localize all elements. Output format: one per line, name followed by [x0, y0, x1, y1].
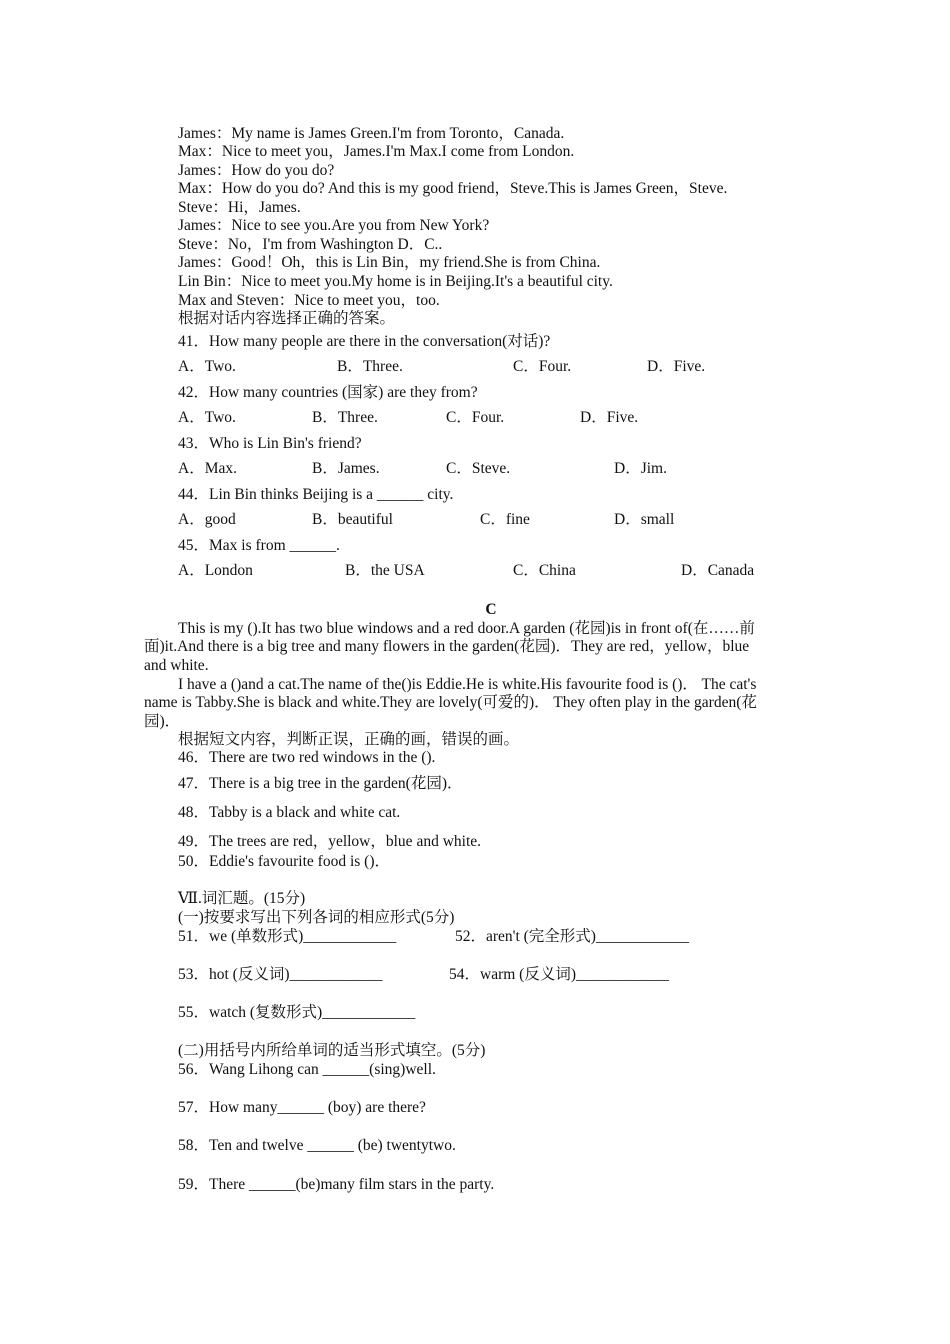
option-42-c: C．Four.	[446, 409, 505, 426]
option-43-c: C．Steve.	[446, 460, 511, 477]
option-43-d: D．Jim.	[614, 460, 667, 477]
part1-title: (一)按要求写出下列各词的相应形式(5分)	[178, 909, 455, 926]
option-44-c: C．fine	[480, 511, 530, 528]
statement-49: 49．The trees are red，yellow，blue and white.	[178, 833, 482, 850]
item-55: 55．watch (复数形式)____________	[178, 1004, 416, 1021]
passage-para1-line-2: 面)it.And there is a big tree and many flowers in the garden(花园)．They are red，yellow，blue	[144, 638, 750, 655]
option-41-c: C．Four.	[513, 358, 572, 375]
option-45-c: C．China	[513, 562, 576, 579]
option-44-a: A．good	[178, 511, 236, 528]
item-59: 59．There ______(be)many film stars in the party.	[178, 1176, 495, 1193]
option-45-b: B．the USA	[345, 562, 425, 579]
option-42-b: B．Three.	[312, 409, 378, 426]
dialogue-line-9: Lin Bin：Nice to meet you.My home is in Beijing.It's a beautiful city.	[178, 273, 613, 290]
passage-para1-line-1: This is my ().It has two blue windows and a red door.A garden (花园)is in front of(在……前	[178, 620, 755, 637]
dialogue-line-8: James：Good！Oh，this is Lin Bin，my friend.She is from China.	[178, 254, 601, 271]
item-51: 51．we (单数形式)____________	[178, 928, 397, 945]
option-42-a: A．Two.	[178, 409, 236, 426]
option-45-a: A．London	[178, 562, 253, 579]
section-vii-title: Ⅶ.词汇题。(15分)	[178, 890, 306, 907]
question-41: 41．How many people are there in the conversation(对话)?	[178, 333, 551, 350]
option-42-d: D．Five.	[580, 409, 639, 426]
dialogue-line-5: Steve：Hi，James.	[178, 199, 301, 216]
instruction-b: 根据对话内容选择正确的答案。	[178, 310, 396, 327]
item-56: 56．Wang Lihong can ______(sing)well.	[178, 1061, 436, 1078]
option-41-b: B．Three.	[337, 358, 403, 375]
option-43-a: A．Max.	[178, 460, 237, 477]
item-57: 57．How many______ (boy) are there?	[178, 1099, 426, 1116]
dialogue-line-2: Max：Nice to meet you，James.I'm Max.I come from London.	[178, 143, 575, 160]
question-42: 42．How many countries (国家) are they from?	[178, 384, 478, 401]
option-44-d: D．small	[614, 511, 675, 528]
dialogue-line-3: James：How do you do?	[178, 162, 335, 179]
option-41-d: D．Five.	[647, 358, 706, 375]
dialogue-line-6: James：Nice to see you.Are you from New York?	[178, 217, 490, 234]
passage-para2-line-2: name is Tabby.She is black and white.They are lovely(可爱的)． They often play in the garden(花	[144, 694, 757, 711]
statement-50: 50．Eddie's favourite food is ()．	[178, 853, 390, 870]
question-43: 43．Who is Lin Bin's friend?	[178, 435, 362, 452]
instruction-c: 根据短文内容，判断正误，正确的画，错误的画。	[178, 731, 520, 748]
question-44: 44．Lin Bin thinks Beijing is a ______ city.	[178, 486, 454, 503]
item-53: 53．hot (反义词)____________	[178, 966, 383, 983]
item-54: 54．warm (反义词)____________	[449, 966, 669, 983]
section-c-heading: C	[485, 601, 497, 618]
passage-para2-line-3: 园)．	[144, 713, 181, 730]
statement-47: 47．There is a big tree in the garden(花园)．	[178, 775, 463, 792]
option-41-a: A．Two.	[178, 358, 236, 375]
part2-title: (二)用括号内所给单词的适当形式填空。(5分)	[178, 1042, 486, 1059]
passage-para1-line-3: and white.	[144, 657, 209, 674]
option-45-d: D．Canada	[681, 562, 755, 579]
item-58: 58．Ten and twelve ______ (be) twentytwo.	[178, 1137, 456, 1154]
dialogue-line-10: Max and Steven：Nice to meet you，too.	[178, 292, 440, 309]
statement-46: 46．There are two red windows in the ().	[178, 749, 436, 766]
dialogue-line-1: James：My name is James Green.I'm from Toronto，Canada.	[178, 125, 565, 142]
question-45: 45．Max is from ______.	[178, 537, 340, 554]
statement-48: 48．Tabby is a black and white cat.	[178, 804, 401, 821]
option-44-b: B．beautiful	[312, 511, 393, 528]
item-52: 52．aren't (完全形式)____________	[455, 928, 689, 945]
option-43-b: B．James.	[312, 460, 380, 477]
dialogue-line-4: Max：How do you do? And this is my good friend，Steve.This is James Green，Steve.	[178, 180, 728, 197]
dialogue-line-7: Steve：No，I'm from Washington D．C..	[178, 236, 443, 253]
passage-para2-line-1: I have a ()and a cat.The name of the()is Eddie.He is white.His favourite food is ()． The cat's	[178, 676, 757, 693]
